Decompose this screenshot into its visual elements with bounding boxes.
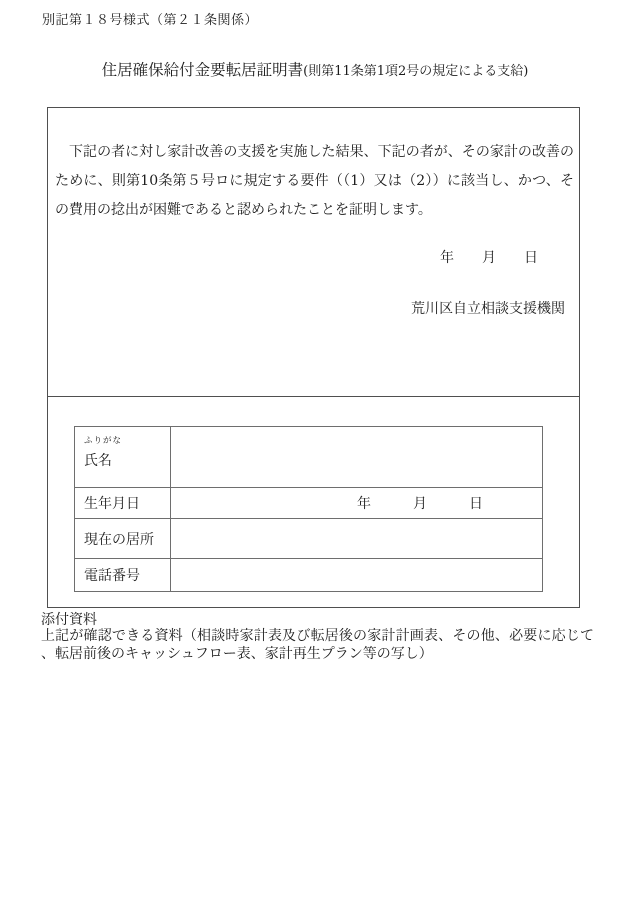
address-value-cell — [171, 519, 543, 559]
document-title-sub: (則第11条第1項2号の規定による支給) — [303, 64, 529, 79]
issuer-name: 荒川区自立相談支援機関 — [411, 301, 565, 317]
name-label-cell — [75, 427, 171, 488]
form-number-label: 別記第１８号様式（第２１条関係） — [42, 13, 259, 28]
table-row-name — [75, 427, 543, 488]
applicant-table — [74, 426, 543, 592]
name-label: 氏名 — [84, 453, 112, 469]
certificate-statement: 下記の者に対し家計改善の支援を実施した結果、下記の者が、その家計の改善のために、則第10条第５号ロに規定する要件（（1）又は（2））に該当し、かつ、その費用の捻出が困難であると認められたことを証明します。 — [55, 144, 574, 218]
birthdate-value-cell: 年 月 日 — [171, 488, 543, 519]
furigana-label: ふりがな — [84, 436, 123, 446]
document-title — [0, 58, 630, 80]
phone-value-cell — [171, 559, 543, 592]
document-title-main: 住居確保給付金要転居証明書 — [101, 61, 304, 79]
table-row-address — [75, 519, 543, 559]
attachments-heading: 添付資料 — [41, 612, 97, 628]
issue-date-line: 年 月 日 — [440, 250, 538, 266]
section-divider — [48, 396, 579, 397]
attachments-description: 上記が確認できる資料（相談時家計表及び転居後の家計計画表、その他、必要に応じて、転居前後のキャッシュフロー表、家計再生プラン等の写し） — [41, 628, 594, 662]
table-row-phone — [75, 559, 543, 592]
address-label-cell: 現在の居所 — [75, 519, 171, 559]
phone-label-cell: 電話番号 — [75, 559, 171, 592]
certificate-box — [47, 107, 580, 608]
table-row-birthdate — [75, 488, 543, 519]
birthdate-label-cell: 生年月日 — [75, 488, 171, 519]
name-value-cell — [171, 427, 543, 488]
